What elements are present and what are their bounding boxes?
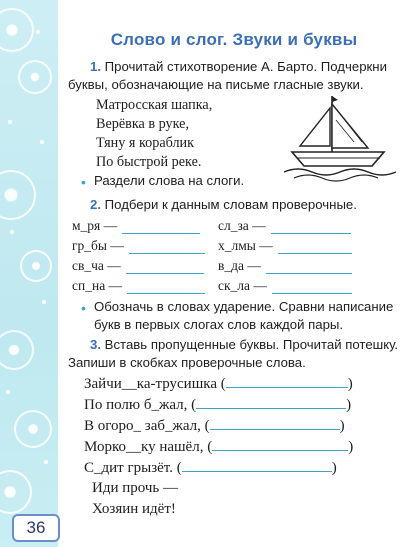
close-paren: )	[339, 418, 345, 434]
rhyme-text: Зайчи__ка-трусишка (	[84, 376, 226, 392]
task2-text: Подбери к данным словам проверочные.	[104, 197, 357, 212]
task2-bullet-text: Обозначь в словах ударение. Сравни написание букв в первых слогах слов каждой пары.	[94, 299, 394, 332]
word-left: гр_бы —	[72, 238, 124, 253]
task1-bullet-text: Раздели слова на слоги.	[94, 173, 245, 188]
sailboat-illustration	[280, 92, 400, 182]
rhyme-text: В огоро_ заб_жал, (	[84, 418, 210, 434]
close-paren: )	[331, 460, 337, 476]
task2-number: 2.	[90, 197, 101, 212]
dot-decoration	[8, 120, 12, 124]
dot-decoration	[36, 30, 40, 34]
poem-line: Матросская шапка,	[96, 97, 213, 113]
close-paren: )	[346, 397, 352, 413]
bullet-icon: •	[81, 300, 86, 316]
decorative-sidebar	[0, 0, 58, 547]
answer-line[interactable]	[278, 252, 352, 254]
word-row	[72, 238, 205, 254]
answer-line[interactable]	[127, 292, 205, 294]
rhyme-text: Хозяин идёт!	[92, 501, 176, 517]
task3-instruction	[68, 336, 410, 372]
poem-line: По быстрой реке.	[96, 154, 202, 170]
word-row	[218, 278, 352, 294]
rhyme-line	[84, 438, 353, 456]
dot-decoration	[44, 460, 48, 464]
rhyme-text: Иди прочь —	[92, 480, 179, 496]
task2-bullet	[81, 298, 394, 334]
answer-line[interactable]	[210, 417, 340, 430]
task3-text: Вставь пропущенные буквы. Прочитай потешку. Запиши в скобках проверочные слова.	[68, 337, 399, 370]
answer-line[interactable]	[196, 396, 346, 409]
rhyme-line	[84, 417, 345, 435]
task1-instruction	[68, 58, 410, 94]
flower-decoration	[0, 470, 32, 514]
task1-number: 1.	[90, 59, 101, 74]
word-left: св_ча —	[72, 258, 121, 273]
answer-line[interactable]	[266, 272, 352, 274]
poem	[96, 96, 212, 172]
flower-decoration	[0, 330, 34, 370]
dot-decoration	[40, 140, 44, 144]
flower-decoration	[0, 170, 36, 220]
flower-decoration	[0, 8, 34, 52]
page-number: 36	[12, 514, 60, 542]
answer-line[interactable]	[129, 252, 205, 254]
rhyme-text: С_дит грызёт. (	[84, 460, 182, 476]
close-paren: )	[348, 439, 354, 455]
answer-line[interactable]	[271, 232, 351, 234]
word-right: х_лмы —	[218, 238, 273, 253]
word-left: м_ря —	[72, 218, 118, 233]
answer-line[interactable]	[122, 232, 200, 234]
flower-decoration	[18, 60, 52, 94]
word-row	[218, 218, 351, 234]
word-right: сл_за —	[218, 218, 266, 233]
task2-instruction	[68, 196, 410, 214]
dot-decoration	[10, 230, 14, 234]
dot-decoration	[42, 300, 46, 304]
rhyme-line	[92, 480, 178, 497]
answer-line[interactable]	[272, 292, 352, 294]
flower-decoration	[20, 250, 52, 282]
task3-number: 3.	[90, 337, 101, 352]
word-left: сп_на —	[72, 278, 123, 293]
word-row	[218, 258, 352, 274]
rhyme-text: По полю б_жал, (	[84, 397, 197, 413]
rhyme-line	[84, 375, 353, 393]
word-right: в_да —	[218, 258, 261, 273]
word-right: ск_ла —	[218, 278, 267, 293]
word-row	[72, 258, 204, 274]
word-row	[72, 218, 200, 234]
word-row	[218, 238, 352, 254]
rhyme-line	[84, 459, 337, 477]
dot-decoration	[6, 390, 10, 394]
answer-line[interactable]	[226, 375, 348, 388]
poem-line: Верёвка в руке,	[96, 116, 190, 132]
flower-decoration	[14, 410, 52, 448]
page-content	[58, 0, 410, 547]
bullet-icon: •	[81, 174, 86, 190]
rhyme-line	[92, 501, 176, 518]
word-row	[72, 278, 205, 294]
close-paren: )	[347, 376, 353, 392]
answer-line[interactable]	[182, 459, 332, 472]
task1-text: Прочитай стихотворение А. Барто. Подчеркни буквы, обозначающие на письме гласные звуки.	[68, 59, 387, 92]
answer-line[interactable]	[126, 272, 204, 274]
page-title: Слово и слог. Звуки и буквы	[110, 30, 358, 49]
answer-line[interactable]	[212, 438, 348, 451]
poem-line: Тяну я кораблик	[96, 135, 195, 151]
rhyme-line	[84, 396, 351, 414]
task1-bullet	[81, 172, 394, 190]
rhyme-text: Морко__ку нашёл, (	[84, 439, 213, 455]
